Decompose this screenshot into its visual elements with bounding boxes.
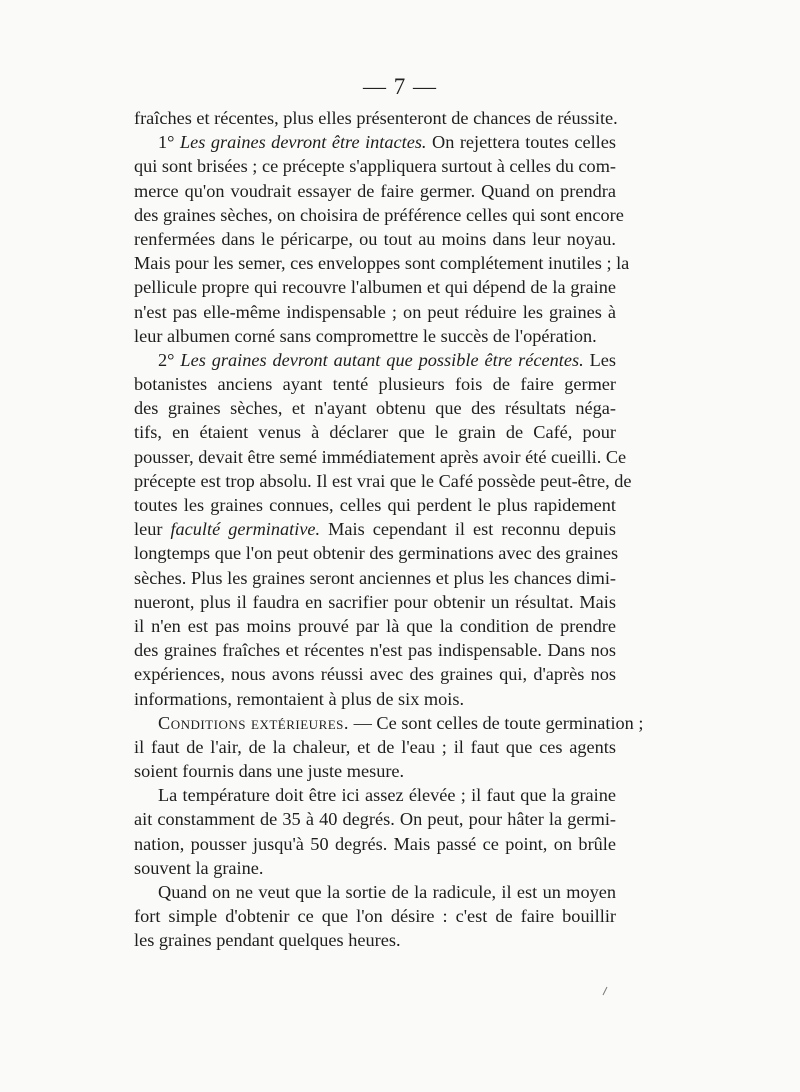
- text-segment: On rejettera toutes celles: [426, 132, 616, 153]
- text-line: fort simple d'obtenir ce que l'on désire : c'est de faire bouillir: [134, 906, 616, 927]
- text-line: longtemps que l'on peut obtenir des germinations avec des graines: [134, 543, 619, 564]
- text-line: ait constamment de 35 à 40 degrés. On peut, pour hâter la germi-: [134, 809, 616, 830]
- text-line: [134, 348, 616, 372]
- text-segment: Mais cependant il est reconnu depuis: [320, 519, 616, 540]
- text-line: nueront, plus il faudra en sacrifier pour obtenir un résultat. Mais: [134, 591, 616, 612]
- text-line: n'est pas elle-même indispensable ; on peut réduire les graines à: [134, 301, 616, 322]
- text-line: leur albumen corné sans compromettre le succès de l'opération.: [134, 325, 597, 346]
- text-line: toutes les graines connues, celles qui perdent le plus rapidement: [134, 495, 616, 515]
- page-number: — 7 —: [363, 74, 437, 99]
- text-line: [134, 711, 644, 735]
- text-line: il n'en est pas moins prouvé par là que la condition de prendre: [134, 615, 616, 636]
- text-segment: 1°: [158, 132, 180, 153]
- text-line: renfermées dans le péricarpe, ou tout au moins dans leur noyau.: [134, 228, 616, 249]
- body-text: [134, 106, 644, 953]
- text-line: nation, pousser jusqu'à 50 degrés. Mais passé ce point, on brûle: [134, 833, 616, 854]
- text-line: des graines sèches, on choisira de préférence celles qui sont encore: [134, 204, 624, 225]
- text-line: précepte est trop absolu. Il est vrai que le Café possède peut-être, de: [134, 470, 632, 491]
- text-line: Mais pour les semer, ces enveloppes sont complétement inutiles ; la: [134, 253, 630, 274]
- text-segment: — Ce sont celles de toute germination ;: [349, 712, 644, 733]
- italic-phrase: Les graines devront être intactes.: [179, 132, 427, 153]
- text-line: souvent la graine.: [134, 857, 264, 878]
- text-line: fraîches et récentes, plus elles présenteront de chances de réussite.: [134, 108, 618, 128]
- text-segment: leur: [134, 519, 171, 540]
- text-line: botanistes anciens ayant tenté plusieurs fois de faire germer: [134, 374, 616, 395]
- text-line: [134, 517, 616, 541]
- text-segment: Les: [583, 349, 617, 370]
- text-line: informations, remontaient à plus de six mois.: [134, 688, 465, 709]
- italic-phrase: Les graines devront autant que possible être récentes.: [180, 349, 584, 370]
- text-line: des graines sèches, et n'ayant obtenu que des résultats néga-: [134, 398, 616, 419]
- text-line: les graines pendant quelques heures.: [134, 930, 401, 951]
- text-line: des graines fraîches et récentes n'est pas indispensable. Dans nos: [134, 640, 616, 661]
- text-line: qui sont brisées ; ce précepte s'appliquera surtout à celles du com-: [134, 156, 616, 177]
- section-heading: Conditions extérieures.: [158, 712, 349, 733]
- text-line: pousser, devait être semé immédiatement après avoir été cueilli. Ce: [134, 446, 627, 467]
- text-line: Quand on ne veut que la sortie de la radicule, il est un moyen: [158, 882, 616, 902]
- text-line: soient fournis dans une juste mesure.: [134, 761, 405, 782]
- text-line: La température doit être ici assez élevée ; il faut que la graine: [158, 785, 616, 806]
- text-line: [134, 130, 616, 154]
- text-line: merce qu'on voudrait essayer de faire germer. Quand on prendra: [134, 180, 616, 201]
- text-line: sèches. Plus les graines seront anciennes et plus les chances dimi-: [134, 567, 616, 588]
- text-segment: 2°: [158, 349, 181, 370]
- italic-phrase: faculté germinative.: [170, 519, 321, 540]
- text-line: expériences, nous avons réussi avec des graines qui, d'après nos: [134, 664, 616, 685]
- text-line: pellicule propre qui recouvre l'albumen et qui dépend de la graine: [134, 277, 616, 298]
- text-line: il faut de l'air, de la chaleur, et de l'eau ; il faut que ces agents: [134, 736, 616, 757]
- ink-speck: [602, 986, 608, 996]
- text-line: tifs, en étaient venus à déclarer que le grain de Café, pour: [134, 422, 616, 443]
